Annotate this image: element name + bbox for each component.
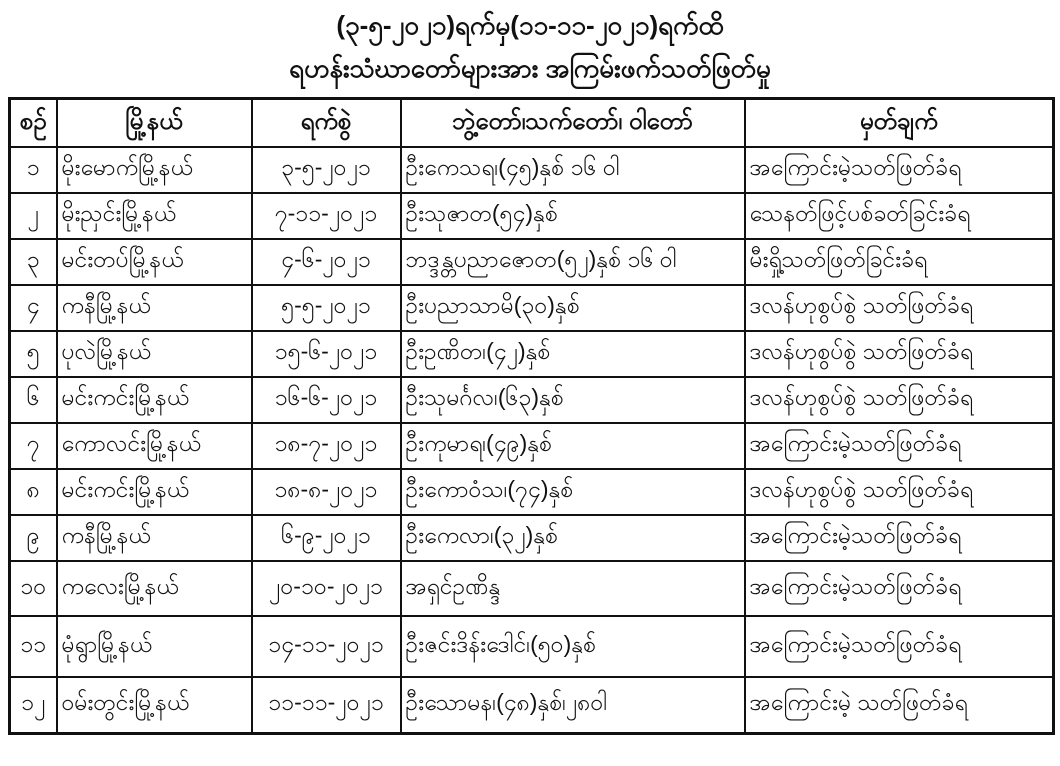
- cell-title-age-vassa: ဦးပညာသာမိ(၃၀)နှစ်: [401, 285, 745, 331]
- cell-township: မုံရွာမြို့နယ်: [57, 616, 252, 677]
- cell-serial: ၉: [10, 515, 57, 561]
- cell-remark: အကြောင်းမဲ့သတ်ဖြတ်ခံရ: [745, 515, 1054, 561]
- cell-date: ၁၁-၁၁-၂၀၂၁: [252, 677, 401, 733]
- cell-date: ၁၅-၆-၂၀၂၁: [252, 331, 401, 377]
- table-row: [10, 616, 1054, 677]
- cell-title-age-vassa: ဦးကေသရ၊(၄၅)နှစ် ၁၆ ဝါ: [401, 147, 745, 193]
- column-header-serial: စဉ်: [10, 99, 57, 148]
- cell-serial: ၆: [10, 377, 57, 423]
- cell-remark: ဒလန်ဟုစွပ်စွဲ သတ်ဖြတ်ခံရ: [745, 285, 1054, 331]
- cell-remark: အကြောင်းမဲ့သတ်ဖြတ်ခံရ: [745, 561, 1054, 616]
- table-row: [10, 469, 1054, 515]
- cell-date: ၂၀-၁၀-၂၀၂၁: [252, 561, 401, 616]
- table-row: [10, 515, 1054, 561]
- cell-title-age-vassa: ဦးသုဇာတ(၅၄)နှစ်: [401, 193, 745, 239]
- cell-date: ၁၆-၆-၂၀၂၁: [252, 377, 401, 423]
- table-row: [10, 239, 1054, 285]
- cell-date: ၄-၆-၂၀၂၁: [252, 239, 401, 285]
- cell-date: ၁၈-၇-၂၀၂၁: [252, 423, 401, 469]
- table-row: [10, 147, 1054, 193]
- cell-title-age-vassa: ဦးသောမန၊(၄၈)နှစ်၊၂၈ဝါ: [401, 677, 745, 733]
- column-header-township: မြို့နယ်: [57, 99, 252, 148]
- cell-township: မင်းကင်းမြို့နယ်: [57, 469, 252, 515]
- cell-date: ၃-၅-၂၀၂၁: [252, 147, 401, 193]
- title-line-1: (၃-၅-၂၀၂၁)ရက်မှ(၁၁-၁၁-၂၀၂၁)ရက်ထိ: [336, 10, 724, 40]
- cell-remark: အကြောင်းမဲ့ သတ်ဖြတ်ခံရ: [745, 677, 1054, 733]
- table-row: [10, 561, 1054, 616]
- cell-title-age-vassa: ဦးကောဝံသ၊(၇၄)နှစ်: [401, 469, 745, 515]
- cell-township: ကနီမြို့နယ်: [57, 515, 252, 561]
- cell-serial: ၇: [10, 423, 57, 469]
- cell-remark: အကြောင်းမဲ့သတ်ဖြတ်ခံရ: [745, 147, 1054, 193]
- cell-township: ကနီမြို့နယ်: [57, 285, 252, 331]
- cell-remark: အကြောင်းမဲ့သတ်ဖြတ်ခံရ: [745, 423, 1054, 469]
- cell-remark: သေနတ်ဖြင့်ပစ်ခတ်ခြင်းခံရ: [745, 193, 1054, 239]
- cell-township: ပုလဲမြို့နယ်: [57, 331, 252, 377]
- table-row: [10, 331, 1054, 377]
- cell-title-age-vassa: ဦးကေလာ၊(၃၂)နှစ်: [401, 515, 745, 561]
- column-header-remark: မှတ်ချက်: [745, 99, 1054, 148]
- cell-remark: ဒလန်ဟုစွပ်စွဲ သတ်ဖြတ်ခံရ: [745, 377, 1054, 423]
- table-row: [10, 193, 1054, 239]
- cell-serial: ၄: [10, 285, 57, 331]
- cell-township: မင်းတပ်မြို့နယ်: [57, 239, 252, 285]
- cell-township: ကလေးမြို့နယ်: [57, 561, 252, 616]
- cell-remark: ဒလန်ဟုစွပ်စွဲ သတ်ဖြတ်ခံရ: [745, 469, 1054, 515]
- cell-date: ၅-၅-၂၀၂၁: [252, 285, 401, 331]
- cell-title-age-vassa: ဦးကုမာရ၊(၄၉)နှစ်: [401, 423, 745, 469]
- cell-serial: ၅: [10, 331, 57, 377]
- cell-serial: ၁၁: [10, 616, 57, 677]
- cell-title-age-vassa: အရှင်ဥဏိန္ဒ: [401, 561, 745, 616]
- cell-date: ၁၈-၈-၂၀၂၁: [252, 469, 401, 515]
- title-line-2: ရဟန်းသံဃာတော်များအား အကြမ်းဖက်သတ်ဖြတ်မှု: [289, 53, 771, 83]
- table-header-row: [10, 99, 1054, 148]
- cell-township: မင်းကင်းမြို့နယ်: [57, 377, 252, 423]
- table-row: [10, 285, 1054, 331]
- cell-remark: ဒလန်ဟုစွပ်စွဲ သတ်ဖြတ်ခံရ: [745, 331, 1054, 377]
- cell-serial: ၁၀: [10, 561, 57, 616]
- cell-date: ၇-၁၁-၂၀၂၁: [252, 193, 401, 239]
- cell-serial: ၈: [10, 469, 57, 515]
- column-header-date: ရက်စွဲ: [252, 99, 401, 148]
- cell-township: ကောလင်းမြို့နယ်: [57, 423, 252, 469]
- cell-date: ၁၄-၁၁-၂၀၂၁: [252, 616, 401, 677]
- document-title: [0, 0, 1060, 90]
- cell-township: ဝမ်းတွင်းမြို့နယ်: [57, 677, 252, 733]
- cell-serial: ၃: [10, 239, 57, 285]
- table-row: [10, 377, 1054, 423]
- cell-township: မိုးညှင်းမြို့နယ်: [57, 193, 252, 239]
- cell-remark: အကြောင်းမဲ့သတ်ဖြတ်ခံရ: [745, 616, 1054, 677]
- cell-serial: ၂: [10, 193, 57, 239]
- cell-title-age-vassa: ဦးဥဏိတ၊(၄၂)နှစ်: [401, 331, 745, 377]
- column-header-title-age-vassa: ဘွဲ့တော်၊သက်တော်၊ ဝါတော်: [401, 99, 745, 148]
- cell-title-age-vassa: ဘဒ္ဒန္တပညာဇောတ(၅၂)နှစ် ၁၆ ဝါ: [401, 239, 745, 285]
- cell-title-age-vassa: ဦးသုမင်္ဂလ၊(၆၃)နှစ်: [401, 377, 745, 423]
- cell-serial: ၁: [10, 147, 57, 193]
- table-row: [10, 677, 1054, 733]
- monk-casualty-table: [8, 97, 1055, 735]
- cell-date: ၆-၉-၂၀၂၁: [252, 515, 401, 561]
- cell-township: မိုးမောက်မြို့နယ်: [57, 147, 252, 193]
- cell-serial: ၁၂: [10, 677, 57, 733]
- cell-title-age-vassa: ဦးဇင်းဒိန်းဒေါင်၊(၅၀)နှစ်: [401, 616, 745, 677]
- table-row: [10, 423, 1054, 469]
- cell-remark: မီးရှို့သတ်ဖြတ်ခြင်းခံရ: [745, 239, 1054, 285]
